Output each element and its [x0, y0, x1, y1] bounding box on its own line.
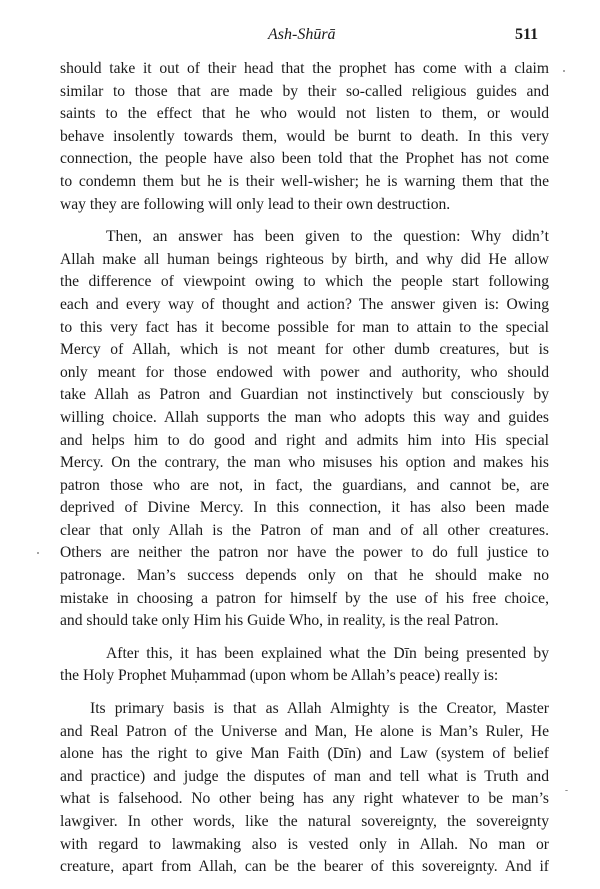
scan-speck: [563, 70, 565, 72]
text-line: the difference of viewpoint owing to which the people start following: [60, 273, 549, 291]
text-line: what is falsehood. No other being has any right whatever to be man’s: [60, 790, 549, 808]
scan-speck: [37, 552, 39, 554]
text-line: saints to the effect that he who would not listen to them, or would: [60, 105, 549, 123]
text-line: Mercy. On the contrary, the man who misuses his option and makes his: [60, 454, 549, 472]
text-line: patron those who are not, in fact, the guardians, and cannot be, are: [60, 476, 549, 494]
text-line: take Allah as Patron and Guardian not instinctively but consciously by: [60, 386, 549, 404]
text-line: clear that only Allah is the Patron of man and of all other creatures.: [60, 521, 549, 539]
paragraph-4: [60, 698, 549, 879]
text-line: Its primary basis is that as Allah Almighty is the Creator, Master: [90, 700, 549, 718]
paragraph-1: [60, 58, 549, 216]
running-title: Ash-Shūrā: [268, 26, 336, 43]
text-line: and Real Patron of the Universe and Man, He alone is Man’s Ruler, He: [60, 722, 549, 740]
text-line: patronage. Man’s success depends only on that he should make no: [60, 567, 549, 585]
paragraph-2: [60, 226, 549, 633]
text-line: alone has the right to give Man Faith (Dīn) and Law (system of belief: [60, 745, 549, 763]
text-line: way they are following will only lead to their own destruction.: [60, 195, 451, 213]
text-line: Then, an answer has been given to the question: Why didn’t: [106, 228, 549, 246]
text-line: creature, apart from Allah, can be the bearer of this sovereignty. And if: [60, 858, 549, 876]
text-line: Mercy of Allah, which is not meant for other dumb creatures, but is: [60, 341, 549, 359]
text-line: only meant for those endowed with power and authority, who should: [60, 363, 549, 381]
body-text: [60, 58, 549, 889]
text-line: behave insolently towards them, would be burnt to death. In this very: [60, 127, 549, 145]
text-line: deprived of Divine Mercy. In this connection, it has also been made: [60, 499, 549, 517]
text-line: and helps him to do good and right and admits him into His special: [60, 431, 549, 449]
page-number: 511: [515, 26, 539, 43]
text-line: lawgiver. In other words, like the natural sovereignty, the sovereignty: [60, 813, 549, 830]
text-line: and should take only Him his Guide Who, in reality, is the real Patron.: [60, 612, 499, 630]
text-line: should take it out of their head that the prophet has come with a claim: [60, 60, 549, 77]
paragraph-3: [60, 643, 549, 688]
text-line: the Holy Prophet Muḥammad (upon whom be Allah’s peace) really is:: [60, 667, 499, 685]
text-line: mistake in choosing a patron for himself by the use of his free choice,: [60, 589, 549, 607]
text-line: Allah make all human beings righteous by birth, and why did He allow: [60, 250, 549, 268]
text-line: willing choice. Allah supports the man who adopts this way and guides: [60, 408, 549, 426]
text-line: similar to those that are made by their so-called religious guides and: [60, 82, 549, 100]
text-line: each and every way of thought and action? The answer given is: Owing: [60, 295, 549, 313]
scan-speck: [565, 790, 568, 791]
text-line: connection, the people have also been told that the Prophet has not come: [60, 150, 549, 168]
text-line: to this very fact has it become possible for man to attain to the special: [60, 318, 549, 336]
text-line: After this, it has been explained what the Dīn being presented by: [106, 644, 549, 662]
text-line: with regard to lawmaking also is vested only in Allah. No man or: [60, 835, 549, 853]
page-header: [0, 26, 600, 48]
text-line: Others are neither the patron nor have the power to do full justice to: [60, 544, 549, 562]
text-line: to condemn them but he is their well-wisher; he is warning them that the: [60, 172, 549, 190]
text-line: and practice) and judge the disputes of man and tell what is Truth and: [60, 767, 549, 785]
